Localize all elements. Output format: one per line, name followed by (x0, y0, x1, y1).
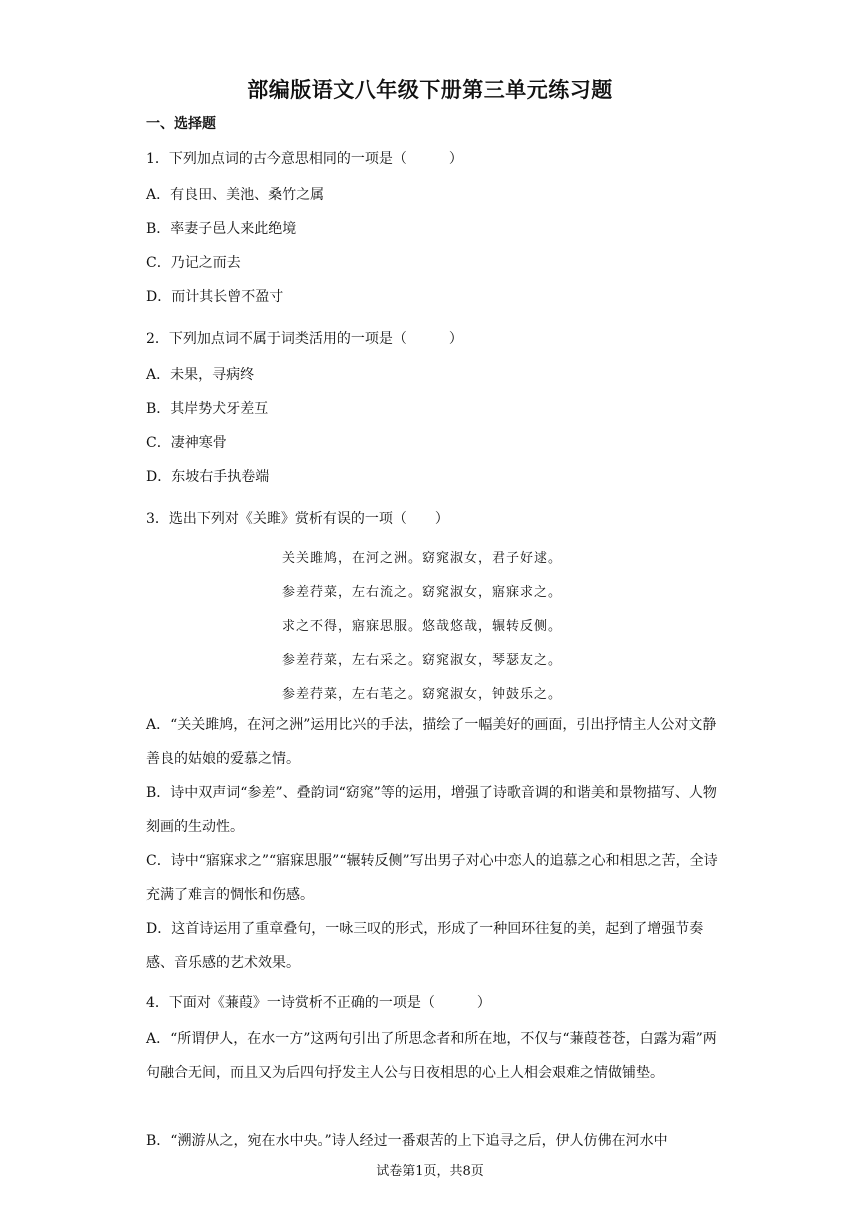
poem-line: 参差荇菜，左右流之。窈窕淑女，寤寐求之。 (282, 585, 563, 600)
question-1-option-b: B．率妻子邑人来此绝境 (146, 221, 297, 237)
question-1-option-a: A．有良田、美池、桑竹之属 (146, 187, 325, 203)
page-footer: 试卷第1页，共8页 (376, 1164, 484, 1179)
question-3-option-a: A．“关关雎鸠，在河之洲”运用比兴的手法，描绘了一幅美好的画面，引出抒情主人公对文静善良的姑娘的爱慕之情。 (146, 717, 717, 767)
question-1-option-c: C．乃记之而去 (146, 255, 241, 271)
question-2-option-d: D．东坡右手执卷端 (146, 469, 270, 485)
question-1-option-d: D．而计其长曾不盈寸 (146, 289, 284, 305)
page-title: 部编版语文八年级下册第三单元练习题 (247, 78, 613, 102)
poem-line: 参差荇菜，左右芼之。窈窕淑女，钟鼓乐之。 (282, 687, 563, 702)
question-2-option-c: C．凄神寒骨 (146, 435, 227, 451)
question-3-option-b: B．诗中双声词“参差”、叠韵词“窈窕”等的运用，增强了诗歌音调的和谐美和景物描写、人物刻画的生动性。 (146, 785, 717, 835)
question-3-option-d: D．这首诗运用了重章叠句，一咏三叹的形式，形成了一种回环往复的美，起到了增强节奏感、音乐感的艺术效果。 (146, 921, 704, 971)
question-3-stem: 3．选出下列对《关雎》赏析有误的一项（ ） (146, 511, 449, 527)
poem-line: 参差荇菜，左右采之。窈窕淑女，琴瑟友之。 (282, 653, 563, 668)
poem-line: 关关雎鸠，在河之洲。窈窕淑女，君子好逑。 (282, 551, 563, 566)
question-3-option-c: C．诗中“寤寐求之”“寤寐思服”“辗转反侧”写出男子对心中恋人的追慕之心和相思之苦，全诗充满了难言的惆怅和伤感。 (146, 853, 718, 903)
question-4-option-a: A．“所谓伊人，在水一方”这两句引出了所思念者和所在地，不仅与“蒹葭苍苍，白露为霜”两句融合无间，而且又为后四句抒发主人公与日夜相思的心上人相会艰难之情做铺垫。 (146, 1031, 717, 1081)
question-4-stem: 4．下面对《蒹葭》一诗赏析不正确的一项是（ ） (146, 995, 491, 1011)
question-2-option-b: B．其岸势犬牙差互 (146, 401, 269, 417)
question-1-stem: 1．下列加点词的古今意思相同的一项是（ ） (146, 151, 463, 167)
section-heading: 一、选择题 (146, 116, 216, 132)
question-4-option-b: B．“溯游从之，宛在水中央。”诗人经过一番艰苦的上下追寻之后，伊人仿佛在河水中 (146, 1133, 668, 1149)
question-2-stem: 2．下列加点词不属于词类活用的一项是（ ） (146, 331, 463, 347)
poem-line: 求之不得，寤寐思服。悠哉悠哉，辗转反侧。 (282, 619, 563, 634)
question-2-option-a: A．未果，寻病终 (146, 367, 255, 383)
